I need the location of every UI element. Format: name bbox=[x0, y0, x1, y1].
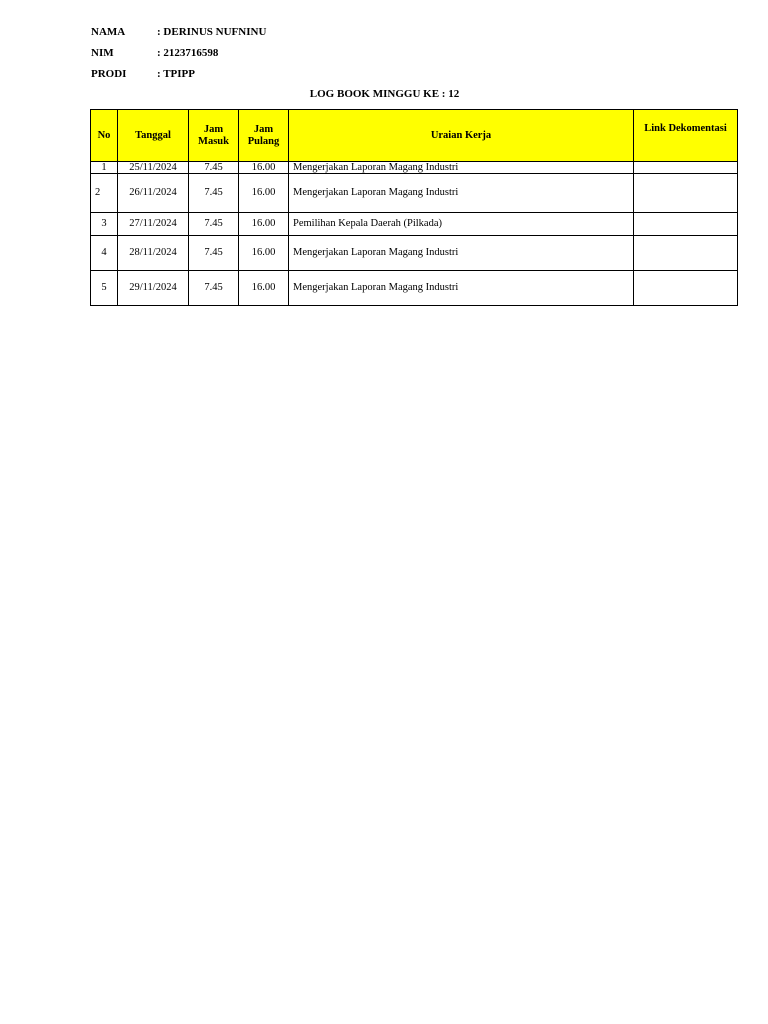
col-header-no: No bbox=[91, 110, 118, 162]
col-header-jam-pulang: Jam Pulang bbox=[239, 110, 289, 162]
cell-jam-pulang: 16.00 bbox=[239, 236, 289, 271]
col-header-uraian-kerja: Uraian Kerja bbox=[289, 110, 634, 162]
table-header-row bbox=[91, 110, 738, 162]
cell-jam-pulang: 16.00 bbox=[239, 213, 289, 236]
cell-no: 2 bbox=[91, 174, 118, 213]
logbook-title: LOG BOOK MINGGU KE : 12 bbox=[309, 88, 460, 100]
cell-no: 1 bbox=[91, 162, 118, 174]
cell-uraian: Mengerjakan Laporan Magang Industri bbox=[289, 236, 634, 271]
cell-jam-masuk: 7.45 bbox=[189, 213, 239, 236]
nama-value: : DERINUS NUFNINU bbox=[157, 26, 267, 38]
col-header-link-dekomentasi: Link Dekomentasi bbox=[634, 110, 738, 162]
cell-uraian: Mengerjakan Laporan Magang Industri bbox=[289, 174, 634, 213]
cell-no: 3 bbox=[91, 213, 118, 236]
cell-no: 5 bbox=[91, 271, 118, 306]
cell-tanggal: 26/11/2024 bbox=[118, 174, 189, 213]
cell-jam-masuk: 7.45 bbox=[189, 271, 239, 306]
cell-jam-pulang: 16.00 bbox=[239, 162, 289, 174]
nama-label: NAMA bbox=[91, 26, 126, 38]
cell-jam-masuk: 7.45 bbox=[189, 236, 239, 271]
prodi-label: PRODI bbox=[91, 68, 127, 80]
cell-uraian: Mengerjakan Laporan Magang Industri bbox=[289, 271, 634, 306]
cell-link bbox=[634, 236, 738, 271]
cell-jam-masuk: 7.45 bbox=[189, 174, 239, 213]
table-row bbox=[91, 174, 738, 213]
table-row bbox=[91, 271, 738, 306]
col-header-jam-masuk: Jam Masuk bbox=[189, 110, 239, 162]
cell-no: 4 bbox=[91, 236, 118, 271]
cell-tanggal: 28/11/2024 bbox=[118, 236, 189, 271]
cell-tanggal: 29/11/2024 bbox=[118, 271, 189, 306]
table-row bbox=[91, 213, 738, 236]
cell-tanggal: 25/11/2024 bbox=[118, 162, 189, 174]
nama-row bbox=[91, 25, 266, 39]
col-header-tanggal: Tanggal bbox=[118, 110, 189, 162]
prodi-value: : TPIPP bbox=[157, 68, 195, 80]
cell-link bbox=[634, 174, 738, 213]
nim-value: : 2123716598 bbox=[157, 47, 219, 59]
nim-label: NIM bbox=[91, 47, 114, 59]
cell-link bbox=[634, 162, 738, 174]
table-row bbox=[91, 162, 738, 174]
cell-uraian: Mengerjakan Laporan Magang Industri bbox=[289, 162, 634, 174]
cell-link bbox=[634, 271, 738, 306]
table-row bbox=[91, 236, 738, 271]
prodi-row bbox=[91, 67, 195, 81]
nim-row bbox=[91, 46, 218, 60]
cell-link bbox=[634, 213, 738, 236]
logbook-table bbox=[90, 109, 738, 306]
cell-tanggal: 27/11/2024 bbox=[118, 213, 189, 236]
cell-jam-masuk: 7.45 bbox=[189, 162, 239, 174]
cell-uraian: Pemilihan Kepala Daerah (Pilkada) bbox=[289, 213, 634, 236]
cell-jam-pulang: 16.00 bbox=[239, 271, 289, 306]
cell-jam-pulang: 16.00 bbox=[239, 174, 289, 213]
